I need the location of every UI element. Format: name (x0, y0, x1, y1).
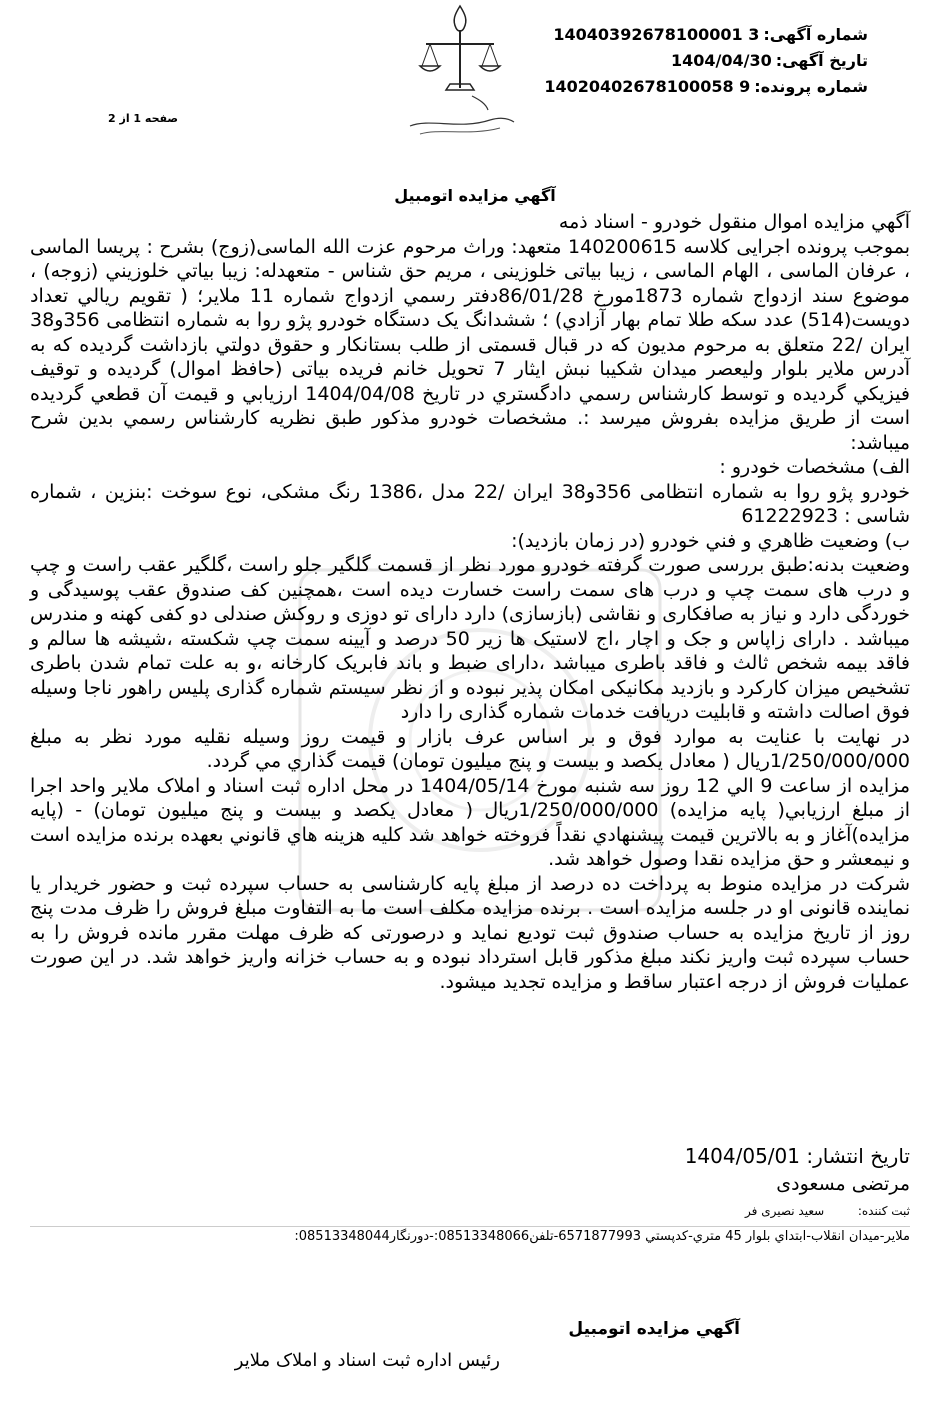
notice-title: آگهي مزايده اتومبيل (394, 186, 556, 205)
page-indicator: صفحه 1 از 2 (108, 112, 179, 125)
paragraph-case: بموجب پرونده اجرایی کلاسه 140200615 متعهد: وراث مرحوم عزت الله الماسی(زوج) بشرح : پریسا الماسی ، عرفان الماسی ، الهام الماسی ، زیبا بیاتی خلوزینی ، مریم حق شناس - متعهدله: زيبا بياتي خلوزيني (زوجه) ، موضوع سند ازدواج شماره 1873مورخ 86/01/28دفتر رسمي ازدواج شماره 11 ملاير؛ ( تقويم ريالي تعداد دويست(514) عدد سكه طلا تمام بهار آزادي) ؛ ششدانگ یک دستگاه خودرو پژو روا به شماره انتظامی 356و38 ایران /22 متعلق به مرحوم مدیون که در قبال قسمتی از طلب بستانكار و حقوق دولتي بازداشت گردیده که به آدرس ملایر بلوار ولیعصر میدان شکیبا نبش ایثار 7 تحویل خانم فریده بیاتی (حافظ اموال) گرديده و توقيف فيزيكي گرديده و توسط كارشناس رسمي دادگستري در تاريخ 1404/04/08 ارزيابي و قيمت آن قطعي گرديده است از طريق مزايده بفروش ميرسد :. مشخصات خودرو مذكور طبق نظريه كارشناس رسمي بدين شرح ميباشد: (30, 235, 910, 454)
signer-name: مرتضی مسعودی (776, 1173, 910, 1195)
paragraph-condition-heading: ب) وضعيت ظاهري و فني خودرو (در زمان بازديد): (511, 529, 910, 552)
notice-meta (544, 22, 868, 100)
recorder-label: ثبت کننده: (857, 1204, 910, 1218)
paragraph-auction-time: مزايده از ساعت 9 الي 12 روز سه شنبه مورخ 1404/05/14 در محل اداره ثبت اسناد و املاک ملاير واحد اجرا از مبلغ ارزيابي( پايه مزايده) 1/250/000/000ريال ( معادل يكصد و بيست و پنج ميليون تومان) - (پايه مزايده)آغاز و به بالاترين قيمت پيشنهادي نقداً فروخته خواهد شد كليه هزينه هاي قانوني بعهده برنده مزايده است و نيمعشر و حق مزايده نقدا وصول خواهد شد. (30, 774, 911, 870)
paragraph-body-condition: وضعيت بدنه:طبق بررسی صورت گرفته خودرو مورد نظر از قسمت گلگیر جلو راست ،گلگیر عقب راست و چپ و درب های سمت چپ و درب های سمت راست خسارت دیده است ،همچنین کف صندوق عقب پوسیدگی و خوردگی دارد و نیاز به صافکاری و نقاشی (بازسازی) دارد دارای تو دوزی و روکش صندلی دو کفی کهنه و مندرس میباشد . دارای زاپاس و جک و اچار ،اج لاستیک ها زیر 50 درصد و آیینه سمت چپ شکسته ،شیشه ها سالم و فاقد بیمه شخص ثالث و فاقد باطری میباشد ،دارای ضبط و باند فابریک کارخانه ،و به علت تمام شدن باطری تشخیص میزان کارکرد و بازدید مکانیکی امکان پذیر نبوده و از نظر سیستم شماره گذاری پلیس راهور ناجا وسیله فوق اصالت داشته و قابلیت دریافت خدمات شماره گذاری را دارد (30, 554, 911, 723)
publish-date-label: تاريخ انتشار: (806, 1144, 910, 1168)
publish-date: 1404/05/01 (684, 1144, 800, 1168)
notice-date-row (568, 48, 868, 74)
notice-body (30, 210, 910, 994)
notice-number-row (553, 22, 868, 48)
file-number-label: شماره پرونده: (754, 77, 868, 96)
paragraph-vehicle: خودرو پژو روا به شماره انتظامی 356و38 ایران /22 مدل ،1386 رنگ مشکی، نوع سوخت :بنزین ، شماره شاسی : 61222923 (30, 480, 910, 527)
office-address: ملاير-ميدان انقلاب-ابتداي بلوار 45 متري-کدپستي 6571877993-تلفن08513348066:-دورنگار08513348044: (30, 1226, 910, 1246)
publish-date-row (30, 1142, 910, 1170)
paragraph-specs-heading: الف) مشخصات خودرو : (719, 456, 910, 478)
closing-title: آگهي مزايده اتومبيل (568, 1319, 740, 1339)
paragraph-participation: شركت در مزايده منوط به پرداخت ده درصد از مبلغ پايه كارشناسی به حساب سپرده ثبت و حضور خريدار يا نماينده قانونی او در جلسه مزايده است . برنده مزايده مكلف است ما به التفاوت مبلغ فروش را ظرف مدت پنج روز از تاريخ مزايده به حساب صندوق ثبت توديع نمايد و درصورتی كه ظرف مهلت مقرر مانده فروش را به حساب سپرده ثبت واريز نكند مبلغ مذكور قابل استرداد نبوده و به حساب خزانه واريز خواهد شد. در اين صورت عمليات فروش از درجه اعتبار ساقط و مزايده تجديد ميشود. (30, 872, 910, 993)
recorder-row (30, 1203, 910, 1219)
notice-date: 1404/04/30 (670, 51, 772, 70)
file-number: 14020402678100058 9 (544, 77, 751, 96)
recorder-name: سعید نصیری فر (745, 1204, 825, 1218)
paragraph-subject: آگهي مزايده اموال منقول خودرو - اسناد ذمه (558, 211, 910, 233)
judiciary-emblem-icon (400, 0, 520, 140)
file-number-row (544, 74, 868, 100)
notice-number: 14040392678100001 3 (553, 25, 760, 44)
notice-number-label: شماره آگهی: (763, 25, 868, 44)
chief-title: رئیس اداره ثبت اسناد و املاک ملاير (234, 1350, 500, 1371)
notice-date-label: تاریخ آگهی: (775, 51, 868, 70)
paragraph-valuation: در نهایت با عنایت به موارد فوق و بر اساس عرف بازار و قیمت روز وسیله نقلیه مورد نظر به مبلغ 1/250/000/000ریال ( معادل یکصد و بیست و پنج میلیون تومان) قيمت گذاري مي گردد. (30, 725, 910, 772)
